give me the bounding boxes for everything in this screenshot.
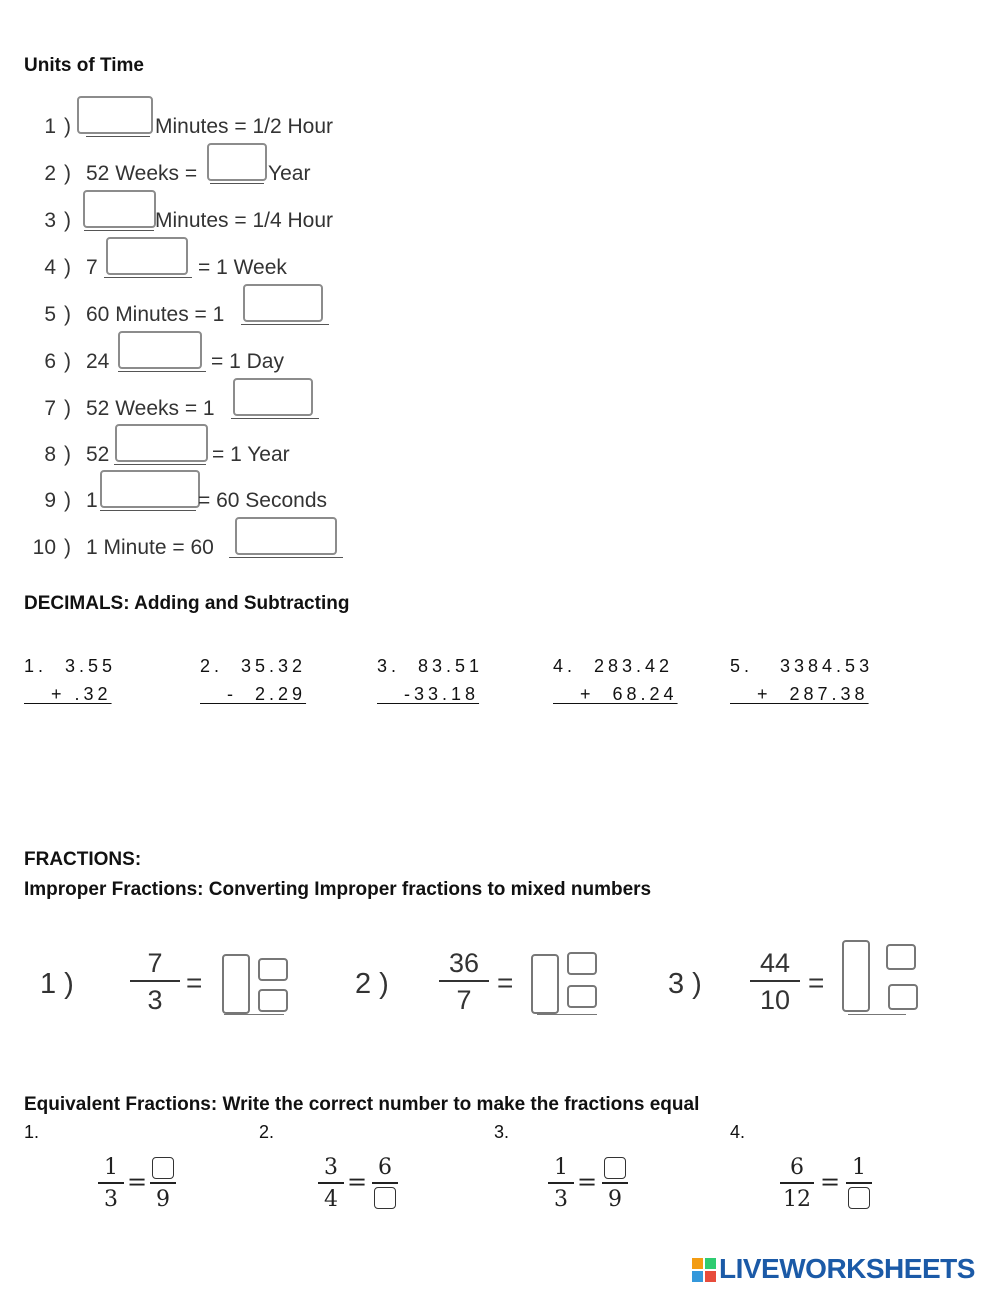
numerator-input[interactable]: [567, 952, 597, 975]
problem-number: 3.: [494, 1122, 510, 1142]
answer-input-8[interactable]: [115, 424, 208, 462]
answer-input-10[interactable]: [235, 517, 337, 555]
equals-sign: =: [347, 1168, 368, 1196]
question-paren: ): [64, 443, 71, 466]
answer-underline: [848, 1014, 906, 1015]
problem-number: 2.: [259, 1122, 275, 1142]
right-fraction: [846, 1154, 872, 1214]
right-fraction: [150, 1154, 176, 1214]
denominator-input[interactable]: [848, 1187, 870, 1209]
decimal-line-2: + 287.38: [730, 684, 869, 704]
fraction: [750, 946, 800, 1018]
problem-label: 2 ): [355, 968, 389, 1000]
whole-number-input[interactable]: [531, 954, 559, 1014]
answer-underline: [224, 1014, 284, 1015]
whole-number-input[interactable]: [842, 940, 870, 1012]
numerator: 44: [750, 946, 800, 982]
decimal-line-1: 2. 35.32: [200, 656, 307, 676]
decimal-line-2: - 2.29: [200, 684, 307, 704]
left-fraction: [318, 1154, 344, 1214]
question-number: 2: [44, 162, 56, 185]
problem-number: 4.: [730, 1122, 746, 1142]
decimal-line-1: 1. 3.55: [24, 656, 117, 676]
answer-underline: [210, 183, 264, 184]
answer-underline: [86, 136, 150, 137]
question-number: 8: [44, 443, 56, 466]
problem-number: 1.: [24, 1122, 40, 1142]
logo-square: [692, 1258, 703, 1269]
question-text-after: Year: [268, 162, 311, 185]
denominator: 3: [147, 985, 163, 1015]
question-text-before: 52 Weeks =: [86, 162, 198, 185]
decimal-problem-1: [24, 652, 116, 708]
question-paren: ): [64, 350, 71, 373]
denominator-input[interactable]: [888, 984, 918, 1010]
question-number: 10: [32, 536, 56, 559]
answer-underline: [231, 418, 319, 419]
question-text-before: 60 Minutes = 1: [86, 303, 225, 326]
improper-fraction-1: [40, 940, 300, 1024]
answer-underline: [114, 464, 206, 465]
answer-underline: [229, 557, 343, 558]
denominator: 4: [324, 1187, 338, 1212]
question-paren: ): [64, 209, 71, 232]
question-paren: ): [64, 489, 71, 512]
problem-label: 3 ): [668, 968, 702, 1000]
decimal-problem-3: [377, 652, 483, 708]
question-number: 4: [44, 256, 56, 279]
denominator: 10: [759, 985, 791, 1015]
denominator-blank: [372, 1184, 398, 1214]
numerator: 3: [318, 1154, 344, 1184]
numerator-input[interactable]: [886, 944, 916, 970]
question-paren: ): [64, 303, 71, 326]
logo-mark-icon: [692, 1258, 716, 1282]
left-fraction: [780, 1154, 814, 1214]
equals-sign: =: [820, 1168, 841, 1196]
numerator-input[interactable]: [604, 1157, 626, 1179]
numerator: 1: [846, 1154, 872, 1184]
improper-fractions-heading: Improper Fractions: Converting Improper fractions to mixed numbers: [24, 879, 652, 900]
question-text-before: 24: [86, 350, 110, 373]
question-text-after: = 1 Week: [198, 256, 287, 279]
equals-sign: =: [186, 967, 203, 998]
numerator: 6: [372, 1154, 398, 1184]
decimal-problem-5: [730, 652, 873, 708]
question-paren: ): [64, 397, 71, 420]
equivalent-fraction-3: [548, 1150, 638, 1220]
question-text-after: = 60 Seconds: [198, 489, 328, 512]
denominator-input[interactable]: [258, 989, 288, 1012]
answer-underline: [241, 324, 329, 325]
equals-sign: =: [808, 967, 825, 998]
equivalent-fraction-4: [780, 1150, 880, 1220]
question-text-before: 1: [86, 489, 98, 512]
problem-label: 1 ): [40, 968, 74, 1000]
answer-input-9[interactable]: [100, 470, 200, 508]
question-number: 7: [44, 397, 56, 420]
improper-fraction-3: [668, 940, 938, 1024]
logo-text: LIVEWORKSHEETS: [719, 1253, 975, 1284]
numerator: 1: [98, 1154, 124, 1184]
question-number: 3: [44, 209, 56, 232]
decimal-problem-4: [553, 652, 678, 708]
equals-sign: =: [127, 1168, 148, 1196]
units-of-time-heading: Units of Time: [24, 55, 144, 76]
question-paren: ): [64, 536, 71, 559]
numerator-input[interactable]: [152, 1157, 174, 1179]
answer-underline: [118, 371, 206, 372]
left-fraction: [98, 1154, 124, 1214]
question-number: 5: [44, 303, 56, 326]
numerator-input[interactable]: [258, 958, 288, 981]
right-fraction: [372, 1154, 398, 1214]
question-text-after: = 1 Year: [212, 443, 290, 466]
answer-underline: [100, 510, 196, 511]
question-paren: ): [64, 256, 71, 279]
decimal-problem-2: [200, 652, 306, 708]
answer-input-7[interactable]: [233, 378, 313, 416]
answer-underline: [104, 277, 192, 278]
decimal-line-1: 3. 83.51: [377, 656, 484, 676]
question-text-after: Minutes = 1/2 Hour: [155, 115, 334, 138]
question-number: 6: [44, 350, 56, 373]
denominator: 9: [608, 1187, 622, 1212]
equivalent-fraction-2: [318, 1150, 408, 1220]
logo-square: [692, 1271, 703, 1282]
equals-sign: =: [497, 967, 514, 998]
decimal-line-1: 4. 283.42: [553, 656, 674, 676]
numerator-blank: [602, 1154, 628, 1184]
answer-input-5[interactable]: [243, 284, 323, 322]
logo-square: [705, 1258, 716, 1269]
question-number: 1: [44, 115, 56, 138]
answer-input-2[interactable]: [207, 143, 267, 181]
question-text-before: 1 Minute = 60: [86, 536, 214, 559]
question-paren: ): [64, 162, 71, 185]
denominator-input[interactable]: [567, 985, 597, 1008]
decimal-line-2: + 68.24: [553, 684, 678, 704]
fraction: [439, 946, 489, 1018]
question-number: 9: [44, 489, 56, 512]
question-text-after: Minutes = 1/4 Hour: [155, 209, 334, 232]
denominator: 3: [104, 1187, 118, 1212]
numerator: 6: [780, 1154, 814, 1184]
decimal-line-1: 5. 3384.53: [730, 656, 874, 676]
numerator-blank: [150, 1154, 176, 1184]
numerator: 1: [548, 1154, 574, 1184]
question-text-before: 7: [86, 256, 98, 279]
equivalent-fractions-heading: Equivalent Fractions: Write the correct number to make the fractions equal: [24, 1094, 700, 1115]
decimal-line-2: + .32: [24, 684, 112, 704]
improper-fraction-2: [355, 940, 615, 1024]
denominator: 3: [554, 1187, 568, 1212]
denominator-input[interactable]: [374, 1187, 396, 1209]
question-text-after: = 1 Day: [211, 350, 284, 373]
decimals-heading: DECIMALS: Adding and Subtracting: [24, 593, 350, 614]
answer-input-6[interactable]: [118, 331, 202, 369]
denominator: 12: [783, 1187, 811, 1212]
whole-number-input[interactable]: [222, 954, 250, 1014]
fractions-heading: FRACTIONS:: [24, 849, 142, 870]
numerator: 36: [439, 946, 489, 982]
denominator: 9: [156, 1187, 170, 1212]
question-text-before: 52: [86, 443, 110, 466]
equals-sign: =: [577, 1168, 598, 1196]
question-text-before: 52 Weeks = 1: [86, 397, 215, 420]
denominator: 7: [456, 985, 472, 1015]
equivalent-fraction-1: [98, 1150, 188, 1220]
denominator-blank: [846, 1184, 872, 1214]
question-paren: ): [64, 115, 71, 138]
answer-underline: [84, 230, 154, 231]
left-fraction: [548, 1154, 574, 1214]
right-fraction: [602, 1154, 628, 1214]
decimal-line-2: -33.18: [377, 684, 480, 704]
numerator: 7: [130, 946, 180, 982]
logo-square: [705, 1271, 716, 1282]
answer-input-4[interactable]: [106, 237, 188, 275]
fraction: [130, 946, 180, 1018]
liveworksheets-logo: [692, 1255, 992, 1285]
answer-input-3[interactable]: [83, 190, 156, 228]
answer-underline: [537, 1014, 597, 1015]
answer-input-1[interactable]: [77, 96, 153, 134]
